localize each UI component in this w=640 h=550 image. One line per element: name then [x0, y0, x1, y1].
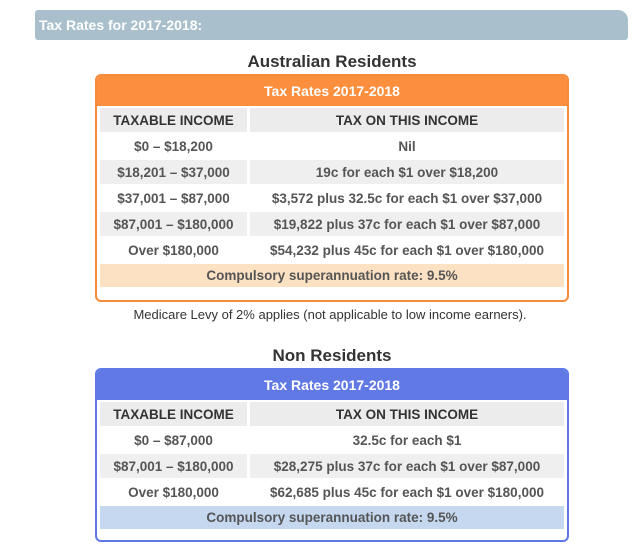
non-residents-tax-table [95, 368, 569, 542]
table-row [100, 238, 564, 262]
medicare-levy-note: Medicare Levy of 2% applies (not applicable to low income earners). [133, 307, 527, 322]
table-row [100, 186, 564, 210]
income-bracket: $18,201 – $37,000 [100, 160, 247, 184]
non-residents-title: Non Residents [272, 346, 392, 365]
tax-amount: $62,685 plus 45c for each $1 over $180,000 [250, 480, 564, 504]
non-residents-super-rate: Compulsory superannuation rate: 9.5% [100, 506, 564, 529]
residents-title: Australian Residents [247, 52, 417, 71]
table-row [100, 134, 564, 158]
income-bracket: $37,001 – $87,000 [100, 186, 247, 210]
section-header-title: Tax Rates for 2017-2018: [39, 17, 203, 33]
column-header-tax-on-income: TAX ON THIS INCOME [250, 108, 564, 132]
tax-amount: 19c for each $1 over $18,200 [250, 160, 564, 184]
tax-amount: Nil [250, 134, 564, 158]
tax-amount: 32.5c for each $1 [250, 428, 564, 452]
income-bracket: Over $180,000 [100, 238, 247, 262]
income-bracket: $87,001 – $180,000 [100, 454, 247, 478]
income-bracket: $0 – $87,000 [100, 428, 247, 452]
table-row [100, 212, 564, 236]
income-bracket: Over $180,000 [100, 480, 247, 504]
residents-table-title: Tax Rates 2017-2018 [97, 76, 567, 106]
residents-tax-table [95, 74, 569, 302]
table-row [100, 480, 564, 504]
tax-amount: $19,822 plus 37c for each $1 over $87,000 [250, 212, 564, 236]
income-bracket: $87,001 – $180,000 [100, 212, 247, 236]
column-header-taxable-income: TAXABLE INCOME [100, 402, 247, 426]
residents-grid [97, 106, 567, 264]
tax-amount: $54,232 plus 45c for each $1 over $180,000 [250, 238, 564, 262]
section-header-bar [35, 10, 628, 40]
non-residents-grid [97, 400, 567, 506]
non-residents-table-title: Tax Rates 2017-2018 [97, 370, 567, 400]
table-row [100, 428, 564, 452]
table-row [100, 160, 564, 184]
column-header-taxable-income: TAXABLE INCOME [100, 108, 247, 132]
column-header-tax-on-income: TAX ON THIS INCOME [250, 402, 564, 426]
tax-amount: $28,275 plus 37c for each $1 over $87,000 [250, 454, 564, 478]
income-bracket: $0 – $18,200 [100, 134, 247, 158]
tax-amount: $3,572 plus 32.5c for each $1 over $37,000 [250, 186, 564, 210]
table-row [100, 454, 564, 478]
residents-super-rate: Compulsory superannuation rate: 9.5% [100, 264, 564, 287]
